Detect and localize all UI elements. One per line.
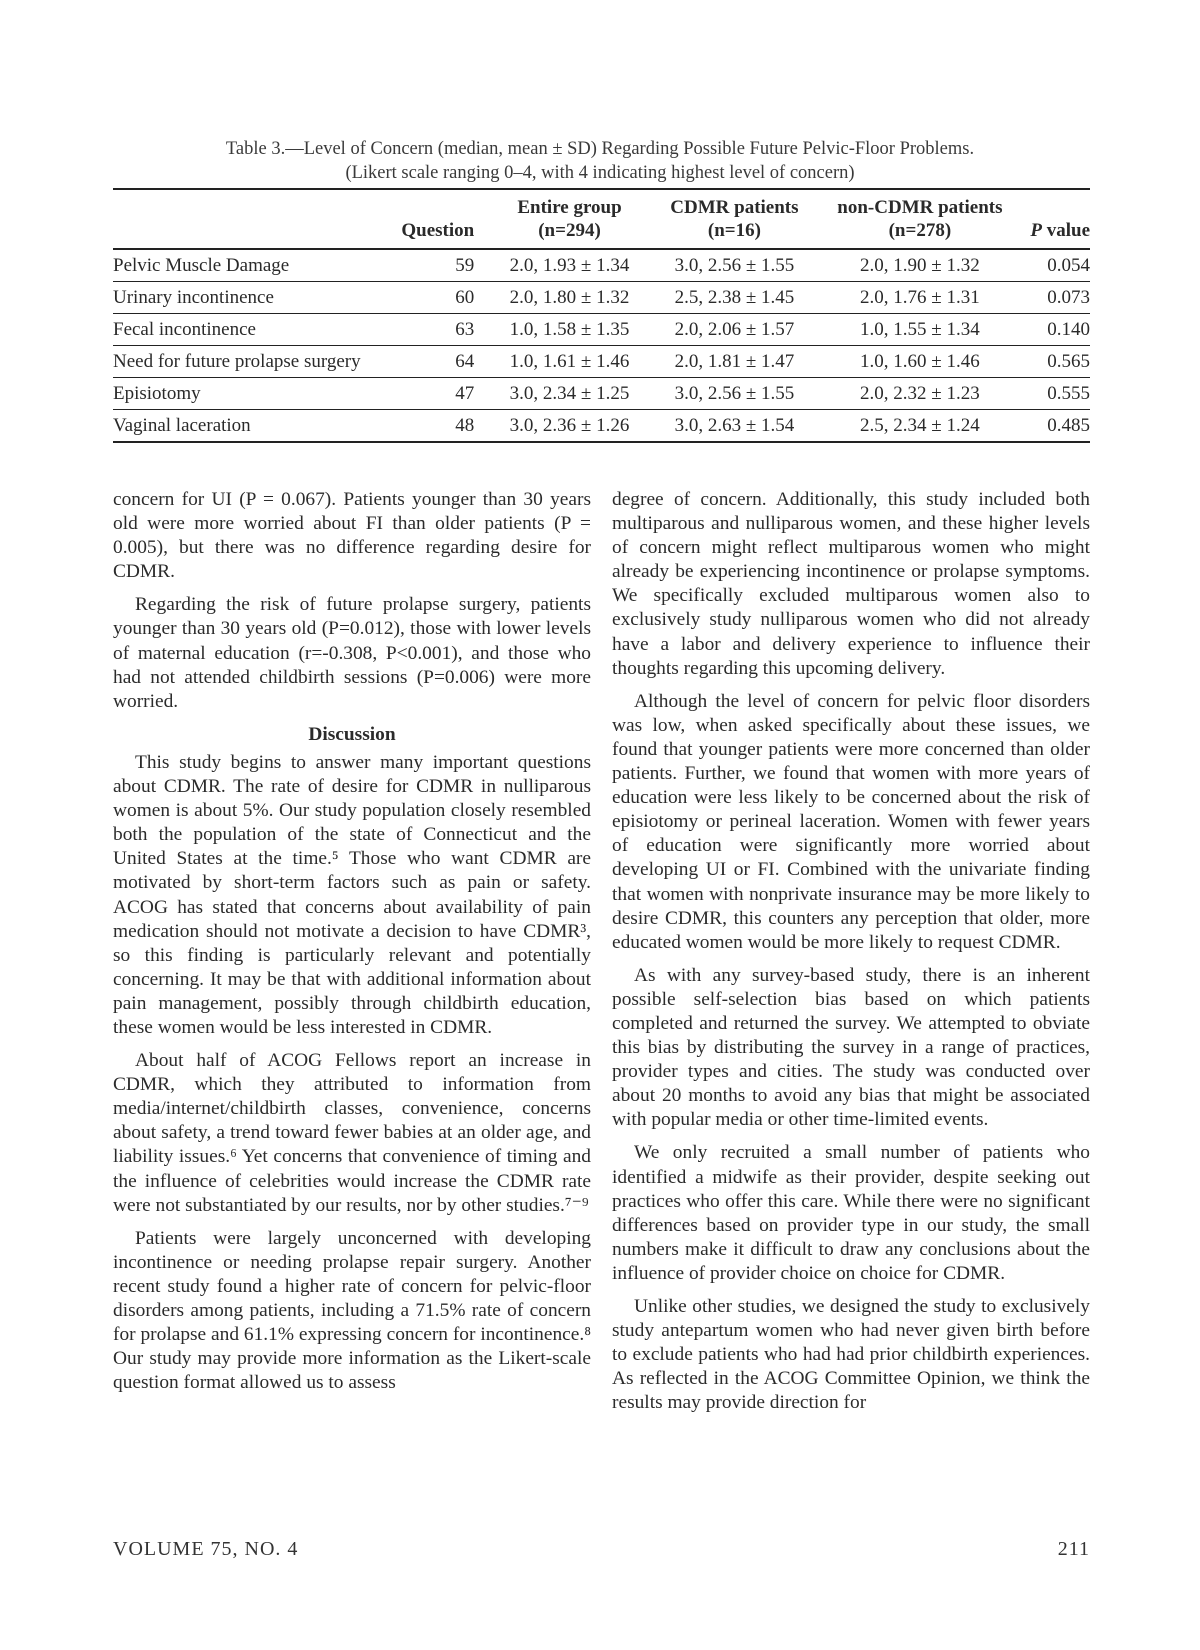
header-entire-line2: (n=294) [538,220,601,241]
left-paragraph-1: concern for UI (P = 0.067). Patients younger than 30 years old were more worried about FI than older patients (P = 0.005), but there was no difference regarding desire for CDMR. [113,489,591,583]
header-p-rest: value [1041,220,1090,241]
row-entire: 2.0, 1.93 ± 1.34 [492,249,647,282]
row-noncdmr: 2.0, 2.32 ± 1.23 [822,378,1018,410]
row-question: 48 [391,410,492,443]
row-cdmr: 2.5, 2.38 ± 1.45 [647,282,822,314]
row-label: Need for future prolapse surgery [113,346,391,378]
header-noncdmr [822,189,1018,249]
right-paragraph-4: We only recruited a small number of patients who identified a midwife as their provider, despite seeking out practices who offer this care. While there were no significant differences based on provider type in our study, the small numbers make it difficult to draw any conclusions about the influence of provider choice on choice for CDMR. [612,1142,1090,1284]
row-entire: 3.0, 2.36 ± 1.26 [492,410,647,443]
left-paragraph-5: Patients were largely unconcerned with developing incontinence or needing prolapse repair surgery. Another recent study found a higher rate of concern for pelvic-floor disorders among patients, including a 71.5% rate of concern for prolapse and 61.1% expressing concern for incontinence.⁸ Our study may provide more information as the Likert-scale question format allowed us to assess [113,1227,591,1394]
left-paragraph-4: About half of ACOG Fellows report an increase in CDMR, which they attributed to information from media/internet/childbirth classes, convenience, concerns about safety, a trend toward fewer babies at an older age, and liability issues.⁶ Yet concerns that convenience of timing and the influence of celebrities would increase the CDMR rate were not substantiated by our results, nor by other studies.⁷⁻⁹ [113,1050,591,1216]
row-noncdmr: 2.0, 1.90 ± 1.32 [822,249,1018,282]
row-p-value: 0.054 [1018,249,1090,282]
header-entire-line1: Entire group [517,197,622,218]
right-paragraph-2: Although the level of concern for pelvic floor disorders was low, when asked specifically about these issues, we found that younger patients were more concerned than older patients. Further, we found that women with more years of education were less likely to be concerned about the risk of episiotomy or perineal laceration. Women with fewer years of education were significantly more worried about developing UI or FI. Combined with the univariate finding that women with nonprivate insurance may be more likely to desire CDMR, this counters any perception that older, more educated women would be more likely to request CDMR. [612,690,1090,953]
right-paragraph-1: degree of concern. Additionally, this study included both multiparous and nulliparous women, and these higher levels of concern might reflect multiparous women who might already be experiencing incontinence or prolapse symptoms. We specifically excluded multiparous women also to exclusively study nulliparous women who did not already have a labor and delivery experience to influence their thoughts regarding this upcoming delivery. [612,489,1090,679]
row-entire: 2.0, 1.80 ± 1.32 [492,282,647,314]
table-row [113,249,1090,282]
row-entire: 3.0, 2.34 ± 1.25 [492,378,647,410]
row-cdmr: 3.0, 2.56 ± 1.55 [647,378,822,410]
row-entire: 1.0, 1.61 ± 1.46 [492,346,647,378]
right-column [612,488,1090,1424]
left-paragraph-2: Regarding the risk of future prolapse surgery, patients younger than 30 years old (P=0.012), those with lower levels of maternal education (r=-0.308, P<0.001), and those who had not attended childbirth sessions (P=0.006) were more worried. [113,594,591,712]
row-label: Pelvic Muscle Damage [113,249,391,282]
table-row [113,410,1090,443]
header-noncdmr-line1: non-CDMR patients [837,197,1003,218]
table-caption-line2: (Likert scale ranging 0–4, with 4 indicating highest level of concern) [345,163,855,183]
row-noncdmr: 1.0, 1.55 ± 1.34 [822,314,1018,346]
right-paragraph-5: Unlike other studies, we designed the study to exclusively study antepartum women who had never given birth before to exclude patients who had had prior childbirth experiences. As reflected in the ACOG Committee Opinion, we think the results may provide direction for [612,1296,1090,1414]
footer-volume: VOLUME 75, NO. 4 [113,1538,299,1560]
concern-table [113,188,1090,443]
row-p-value: 0.565 [1018,346,1090,378]
row-noncdmr: 2.5, 2.34 ± 1.24 [822,410,1018,443]
left-column [113,488,591,1404]
table-row [113,314,1090,346]
row-label: Fecal incontinence [113,314,391,346]
right-paragraph-3: As with any survey-based study, there is an inherent possible self-selection bias based on which patients completed and returned the survey. We attempted to obviate this bias by distributing the survey in a range of practices, provider types and cities. The study was conducted over about 20 months to avoid any bias that might be associated with popular media or other time-limited events. [612,964,1090,1131]
row-cdmr: 3.0, 2.56 ± 1.55 [647,249,822,282]
header-question: Question [391,189,492,249]
row-p-value: 0.073 [1018,282,1090,314]
header-p-letter: P [1030,220,1042,241]
row-label: Vaginal laceration [113,410,391,443]
row-question: 63 [391,314,492,346]
header-cdmr [647,189,822,249]
row-question: 64 [391,346,492,378]
row-question: 59 [391,249,492,282]
row-question: 47 [391,378,492,410]
header-p-value [1018,189,1090,249]
row-cdmr: 2.0, 2.06 ± 1.57 [647,314,822,346]
row-label: Episiotomy [113,378,391,410]
table-caption [110,137,1090,185]
discussion-heading: Discussion [308,723,396,745]
row-cdmr: 3.0, 2.63 ± 1.54 [647,410,822,443]
row-noncdmr: 2.0, 1.76 ± 1.31 [822,282,1018,314]
table-caption-line1: Table 3.—Level of Concern (median, mean ± SD) Regarding Possible Future Pelvic-Floor Problems. [225,139,975,159]
row-label: Urinary incontinence [113,282,391,314]
table-row [113,346,1090,378]
header-cdmr-line2: (n=16) [707,220,761,241]
row-noncdmr: 1.0, 1.60 ± 1.46 [822,346,1018,378]
header-label-blank [113,189,391,249]
row-p-value: 0.140 [1018,314,1090,346]
row-cdmr: 2.0, 1.81 ± 1.47 [647,346,822,378]
row-question: 60 [391,282,492,314]
table-row [113,378,1090,410]
header-noncdmr-line2: (n=278) [888,220,952,241]
footer-page-number: 211 [1057,1538,1090,1560]
row-p-value: 0.485 [1018,410,1090,443]
table-header-row [113,189,1090,249]
left-paragraph-3: This study begins to answer many important questions about CDMR. The rate of desire for CDMR in nulliparous women is about 5%. Our study population closely resembled both the population of the state of Connecticut and the United States at the time.⁵ Those who want CDMR are motivated by short-term factors such as pain or safety. ACOG has stated that concerns about availability of pain medication should not motivate a decision to have CDMR³, so this finding is particularly relevant and potentially concerning. It may be that with additional information about pain management, possibly through childbirth education, these women would be less interested in CDMR. [113,751,591,1038]
row-p-value: 0.555 [1018,378,1090,410]
header-cdmr-line1: CDMR patients [670,197,799,218]
row-entire: 1.0, 1.58 ± 1.35 [492,314,647,346]
table-row [113,282,1090,314]
header-entire-group [492,189,647,249]
